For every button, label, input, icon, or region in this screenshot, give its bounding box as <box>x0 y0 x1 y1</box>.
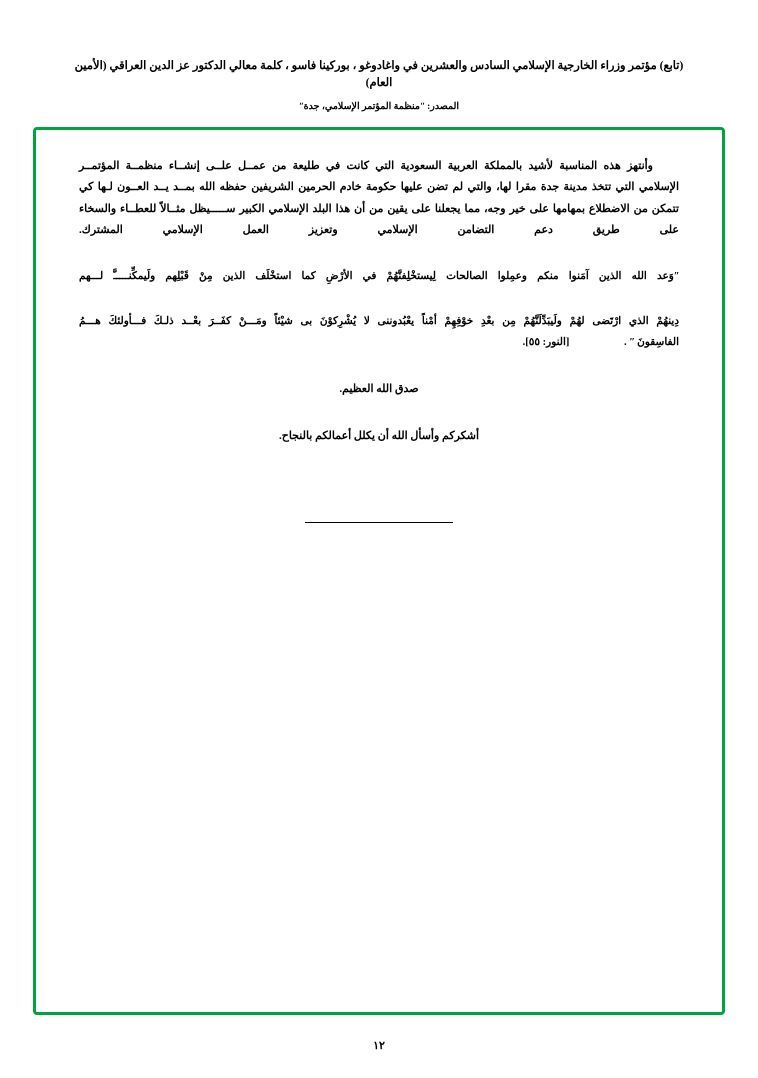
horizontal-rule <box>305 522 453 523</box>
quran-quote-line-3 <box>79 332 679 353</box>
body-paragraph-1: وأنتهز هذه المناسبة لأشيد بالمملكة العربية السعودية التي كانت في طليعة من عمــل علــى إنشــاء منظمــة المؤتمــر الإسلامي التي تتخذ مدينة جدة مقرا لها، والتي لم تضن عليها حكومة خادم الحرمين الشريفين حفظه الله بمــد يــد العــون لـها كي تتمكن من الاضطلاع بمهامها على خير وجه، مما يجعلنا على يقين من أن هذا البلد الإسلامي الكبير ســـــيظل مثــالاً للعطــاء والسخاء على طريق دعم التضامن الإسلامي وتعزيز العمل الإسلامي المشترك. <box>79 160 679 237</box>
page-header <box>68 58 690 114</box>
header-source: المصدر: ʺمنظمة المؤتمر الإسلامي، جدةʺ <box>298 101 460 112</box>
quran-reference: [النور: ٥٥]. <box>522 336 570 348</box>
green-content-frame <box>33 127 725 1015</box>
quran-quote-line-3-text: الفاسِقونَ ʺ . <box>624 336 679 348</box>
content-body <box>79 156 679 1002</box>
page-footer <box>0 1039 758 1052</box>
quran-quote-line-2: دِينهُمْ الذي ارْتَضى لهُمْ ولَيبَدِّلَنَّهُمْ مِن بعْدِ خوْفِهِمْ أمْناً يعْبُدوننى لا يُشْرِكوْنَ بى شيْئاً ومَـــنْ كفَــرَ بعْــد ذلـكَ فـــأولئكَ هـــمُ <box>79 315 679 327</box>
page-number: ١٢ <box>373 1040 385 1052</box>
header-title: (تابع) مؤتمر وزراء الخارجية الإسلامي السادس والعشرين في واغادوغو ، بوركينا فاسو ، كلمة معالي الدكتور عز الدين العراقي (الأمين العام) <box>74 60 684 90</box>
closing-line-1: صدق الله العظيم. <box>339 382 419 395</box>
closing-line-2: أشكركم وأسأل الله أن يكلل أعمالكم بالنجاح. <box>278 429 480 442</box>
quran-quote-line-1: ʺوَعد الله الذين آمَنوا منكم وعمِلوا الصالحات لِيستخْلِفنَّهُمْ في الأرْضِ كما استخْلَف الذين مِنْ قَبْلِهم ولَيمكِّنـــــَّ لـــهم <box>79 270 679 282</box>
